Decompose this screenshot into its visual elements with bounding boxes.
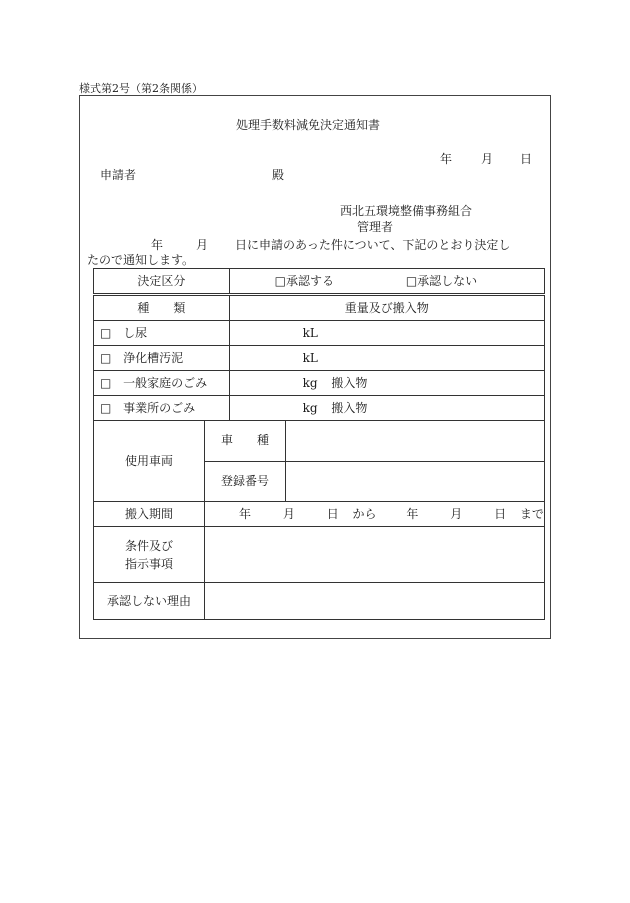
waste-type-name: し尿 xyxy=(123,326,148,340)
vehicle-type-label: 車 種 xyxy=(205,421,286,462)
not-approve-checkbox[interactable]: □承認しない xyxy=(405,274,478,288)
conditions-label xyxy=(94,527,205,583)
period-from-word: から xyxy=(352,507,377,521)
weight-header: 重量及び搬入物 xyxy=(229,295,544,321)
body-year: 年 xyxy=(151,238,164,252)
period-from-day: 日 xyxy=(326,507,339,521)
weight-cell[interactable] xyxy=(229,396,544,421)
unit-label: kg xyxy=(302,376,318,390)
table-row xyxy=(94,371,545,396)
period-to-day: 日 xyxy=(494,507,507,521)
row-checkbox[interactable]: □ xyxy=(100,401,112,415)
weight-cell[interactable] xyxy=(229,346,544,371)
decision-label: 決定区分 xyxy=(94,269,230,295)
vehicle-reg-field[interactable] xyxy=(286,461,545,502)
carry-in-label: 搬入物 xyxy=(331,376,368,390)
unit-label: kL xyxy=(302,351,318,365)
waste-type-name: 一般家庭のごみ xyxy=(123,376,208,390)
unit-label: kg xyxy=(302,401,318,415)
form-title: 処理手数料減免決定通知書 xyxy=(236,118,381,132)
decision-table xyxy=(93,268,545,620)
row-checkbox[interactable]: □ xyxy=(100,351,112,365)
applicant-honorific: 殿 xyxy=(272,168,285,182)
period-from-year: 年 xyxy=(239,507,252,521)
row-checkbox[interactable]: □ xyxy=(100,376,112,390)
body-line1: 日に申請のあった件について、下記のとおり決定し xyxy=(235,238,511,252)
table-row xyxy=(94,346,545,371)
date-month: 月 xyxy=(481,152,494,166)
row-checkbox[interactable]: □ xyxy=(100,326,112,340)
date-year: 年 xyxy=(440,152,453,166)
period-to-year: 年 xyxy=(406,507,419,521)
period-to-month: 月 xyxy=(450,507,463,521)
table-row xyxy=(94,321,545,346)
waste-type-cell xyxy=(94,346,230,371)
body-month: 月 xyxy=(196,238,209,252)
conditions-label-line2: 指示事項 xyxy=(124,556,173,571)
waste-type-name: 浄化槽汚泥 xyxy=(123,351,184,365)
waste-type-cell xyxy=(94,396,230,421)
vehicle-type-field[interactable] xyxy=(286,421,545,462)
weight-cell[interactable] xyxy=(229,371,544,396)
type-header: 種 類 xyxy=(94,295,230,321)
waste-type-cell xyxy=(94,371,230,396)
vehicle-label: 使用車両 xyxy=(94,421,205,502)
body-line2: たので通知します。 xyxy=(87,253,195,267)
issuer-org: 西北五環境整備事務組合 xyxy=(340,204,473,218)
period-to-word: まで xyxy=(519,507,544,521)
issuer-role: 管理者 xyxy=(357,220,394,234)
period-field[interactable] xyxy=(205,502,545,527)
reason-field[interactable] xyxy=(205,583,545,620)
carry-in-label: 搬入物 xyxy=(331,401,368,415)
approve-checkbox[interactable]: □承認する xyxy=(274,274,334,288)
period-from-month: 月 xyxy=(282,507,295,521)
waste-type-cell xyxy=(94,321,230,346)
date-day: 日 xyxy=(520,152,533,166)
decision-options xyxy=(229,269,544,295)
period-label: 搬入期間 xyxy=(94,502,205,527)
conditions-field[interactable] xyxy=(205,527,545,583)
table-row xyxy=(94,396,545,421)
reason-label: 承認しない理由 xyxy=(94,583,205,620)
conditions-label-line1: 条件及び xyxy=(124,538,173,553)
waste-type-name: 事業所のごみ xyxy=(123,401,196,415)
weight-cell[interactable] xyxy=(229,321,544,346)
unit-label: kL xyxy=(302,326,318,340)
applicant-label: 申請者 xyxy=(100,168,137,182)
form-number-label: 様式第2号（第2条関係） xyxy=(79,82,203,95)
vehicle-reg-label: 登録番号 xyxy=(205,461,286,502)
